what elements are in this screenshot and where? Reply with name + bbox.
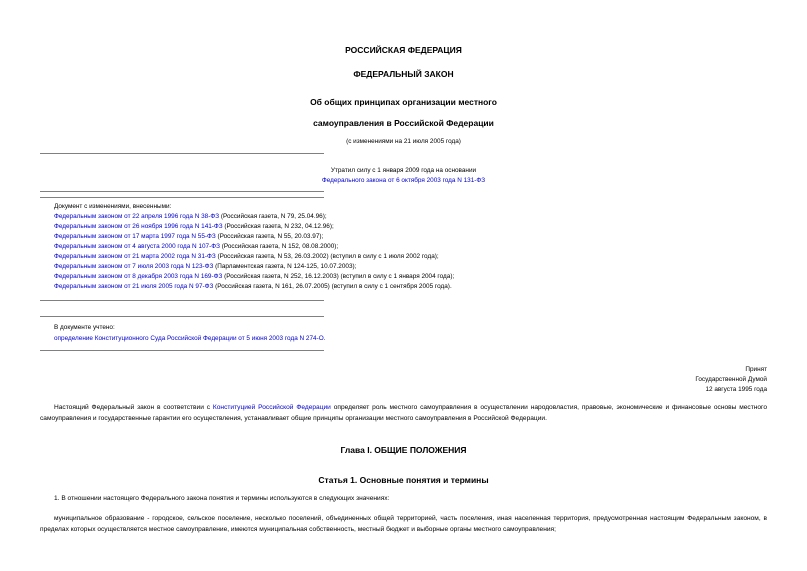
article-heading: Статья 1. Основные понятия и термины	[318, 475, 489, 485]
amendment-item	[54, 212, 454, 222]
divider	[40, 350, 324, 351]
preamble-text: определяет роль местного самоуправления в осуществлении народовластия, правовые, экономические и финансовые основы местного самоуправления и государственные гарантии его осуществления, устанавливает общие принципы организации местного самоуправления в Российской Федерации.	[40, 404, 767, 422]
divider	[40, 300, 324, 301]
amendment-item	[54, 232, 454, 242]
amendment-link[interactable]: Федеральным законом от 21 марта 2002 года N 31-ФЗ	[54, 253, 216, 260]
chapter-heading: Глава I. ОБЩИЕ ПОЛОЖЕНИЯ	[340, 445, 467, 455]
amendment-item	[54, 242, 454, 252]
amendment-link[interactable]: Федеральным законом от 17 марта 1997 года N 55-ФЗ	[54, 233, 216, 240]
amendment-note: (Российская газета, N 232, 04.12.96);	[222, 223, 334, 230]
amendment-link[interactable]: Федеральным законом от 22 апреля 1996 года N 38-ФЗ	[54, 213, 220, 220]
adoption-line-1: Принят	[745, 366, 767, 373]
adoption-line-3: 12 августа 1995 года	[705, 386, 767, 393]
amendment-link[interactable]: Федеральным законом от 7 июля 2003 года N 123-ФЗ	[54, 263, 214, 270]
amendment-link[interactable]: Федеральным законом от 4 августа 2000 года N 107-ФЗ	[54, 243, 220, 250]
amendments-intro: Документ с изменениями, внесенными:	[54, 203, 172, 210]
amendment-note: (Российская газета, N 79, 25.04.96);	[219, 213, 327, 220]
amendment-item	[54, 262, 454, 272]
divider	[40, 153, 324, 154]
amendment-note: (Российская газета, N 161, 26.07.2005) (вступил в силу с 1 сентября 2005 года).	[213, 283, 452, 290]
considered-link[interactable]: определение Конституционного Суда Российской Федерации от 5 июня 2003 года N 274-О.	[54, 335, 326, 342]
title-line-1: Об общих принципах организации местного	[310, 97, 497, 107]
article-paragraph-1: 1. В отношении настоящего Федерального закона понятия и термины используются в следующих значениях:	[54, 495, 390, 502]
amendment-link[interactable]: Федеральным законом от 21 июля 2005 года N 97-ФЗ	[54, 283, 214, 290]
amendment-note: (Российская газета, N 55, 20.03.97);	[215, 233, 324, 240]
adoption-block	[695, 365, 767, 395]
law-type-heading: ФЕДЕРАЛЬНЫЙ ЗАКОН	[353, 69, 454, 79]
amendment-note: (Парламентская газета, N 124-125, 10.07.2003);	[213, 263, 357, 270]
amendment-link[interactable]: Федеральным законом от 8 декабря 2003 года N 169-ФЗ	[54, 273, 223, 280]
amendment-note: (Российская газета, N 53, 26.03.2002) (вступил в силу с 1 июля 2002 года);	[215, 253, 439, 260]
preamble-paragraph	[40, 403, 767, 424]
amendment-item	[54, 222, 454, 232]
validity-text: Утратил силу с 1 января 2009 года на основании	[330, 167, 477, 174]
amendment-item	[54, 282, 454, 292]
amendment-note: (Российская газета, N 152, 08.08.2000);	[219, 243, 339, 250]
definition-paragraph: муниципальное образование - городское, сельское поселение, несколько поселений, объединенных общей территорией, часть поселения, иная населенная территория, предусмотренная настоящим Федеральным законом, в пределах которых осуществляется местное самоуправление, имеются муниципальная собственность, местный бюджет и выборные органы местного самоуправления;	[40, 515, 767, 533]
divider	[40, 316, 324, 317]
adoption-line-2: Государственной Думой	[695, 376, 767, 383]
divider	[40, 197, 324, 198]
country-heading: РОССИЙСКАЯ ФЕДЕРАЦИЯ	[345, 45, 462, 55]
amendment-item	[54, 272, 454, 282]
considered-intro: В документе учтено:	[54, 324, 115, 331]
amendments-block	[54, 202, 454, 292]
amendment-link[interactable]: Федеральным законом от 26 ноября 1996 года N 141-ФЗ	[54, 223, 223, 230]
edition-note: (с изменениями на 21 июля 2005 года)	[346, 138, 461, 145]
divider	[40, 191, 324, 192]
validity-link[interactable]: Федерального закона от 6 октября 2003 года N 131-ФЗ	[321, 177, 486, 184]
preamble-text: Настоящий Федеральный закон в соответствии с	[54, 404, 213, 411]
title-line-2: самоуправления в Российской Федерации	[313, 118, 494, 128]
constitution-link[interactable]: Конституцией Российской Федерации	[212, 404, 331, 411]
amendment-item	[54, 252, 454, 262]
amendment-note: (Российская газета, N 252, 16.12.2003) (вступил в силу с 1 января 2004 года);	[222, 273, 455, 280]
